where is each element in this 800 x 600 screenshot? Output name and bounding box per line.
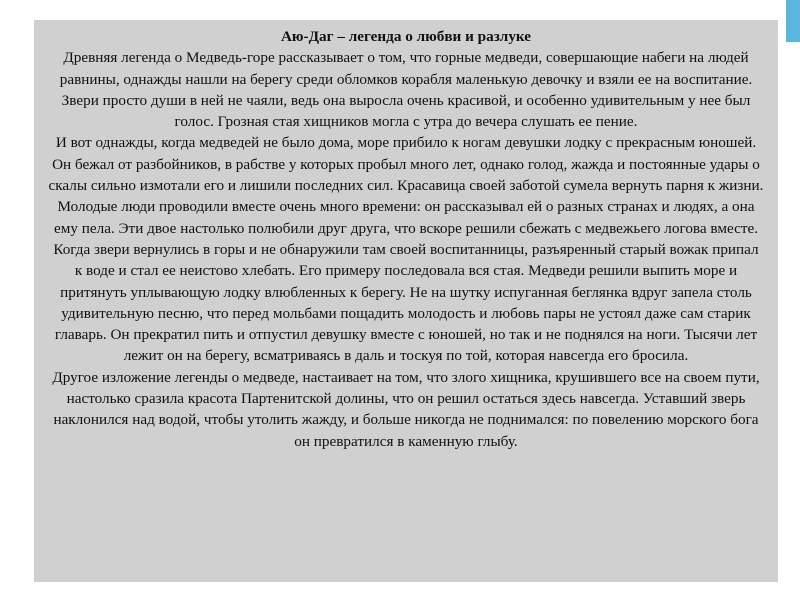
paragraph-alternate-legend: Другое изложение легенды о медведе, настаивает на том, что злого хищника, крушившего все на своем пути, настолько сразила красота Партенитской долины, что он решил остаться здесь навсегда. Уставший зверь наклонился над водой, чтобы утолить жажду, и больше никогда не поднимался: по повелению морского бога он превратился в каменную глыбу.	[52, 368, 760, 450]
text-panel	[34, 20, 778, 582]
slide-title: Аю-Даг – легенда о любви и разлуке	[280, 28, 532, 45]
paragraph-bears-return: Когда звери вернулись в горы и не обнаружили там своей воспитанницы, разъяренный старый вожак припал к воде и стал ее неистово хлебать. Его примеру последовала вся стая. Медведи решили выпить море и притянуть уплывающую лодку влюбленных к берегу. Не на шутку испуганная беглянка вдруг запела столь удивительную песню, что перед мольбами пощадить молодость и любовь пары не устоял даже сам старик главарь. Он прекратил пить и отпустил девушку вместе с юношей, но так и не поднялся на ноги. Тысячи лет лежит он на берегу, всматриваясь в даль и тоскуя по той, которая навсегда его бросила.	[53, 240, 759, 365]
paragraph-intro: Древняя легенда о Медведь-горе рассказывает о том, что горные медведи, совершающие набеги на людей равнины, однажды нашли на берегу среди обломков корабля маленькую девочку и взяли ее на воспитание. Звери просто души в ней не чаяли, ведь она выросла очень красивой, и особенно удивительным у нее был голос. Грозная стая хищников могла с утра до вечера слушать ее пение.	[59, 49, 753, 131]
accent-bar	[786, 0, 800, 42]
paragraph-lovers: И вот однажды, когда медведей не было дома, море прибило к ногам девушки лодку с прекрасным юношей. Он бежал от разбойников, в рабстве у которых пробыл много лет, однако голод, жажда и постоянные удары о скалы сильно измотали его и лишили последних сил. Красавица своей заботой сумела вернуть парня к жизни. Молодые люди проводили вместе очень много времени: он рассказывал ей о разных странах и людях, а она ему пела. Эти двое настолько полюбили друг друга, что вскоре решили сбежать с медвежьего логова вместе.	[48, 134, 764, 237]
slide-right-margin	[780, 0, 800, 600]
